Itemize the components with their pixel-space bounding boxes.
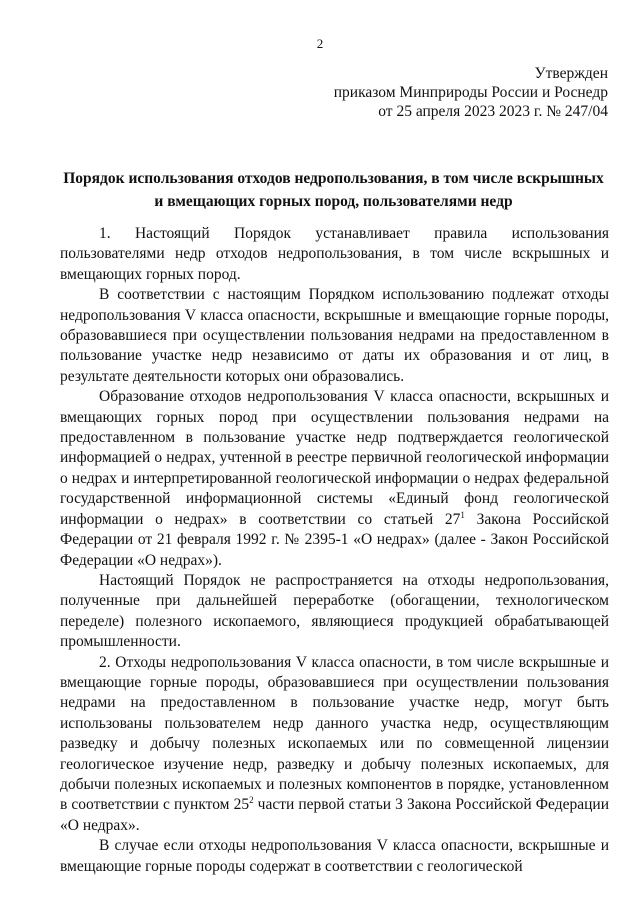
paragraph-5-text-start: 2. Отходы недропользования V класса опасности, в том числе вскрышные и вмещающие горные породы, образовавшиеся при осуществлении пользования недрами на предоставленном в пользование участке недр, могут быть использованы пользователем недр данного участка недр, осуществляющим разведку и добычу полезных ископаемых или по совмещенной лицензии геологическое изучение недр, разведку и добычу полезных ископаемых, для добычи полезных ископаемых и полезных компонентов в порядке, установленном в соответствии с пунктом 25: [60, 653, 609, 814]
paragraph-3-text-end: Закона Российской Федерации от 21 февраля 1992 г. № 2395-1 «О недрах» (далее - Закон Российской Федерации «О недрах»).: [60, 510, 609, 569]
paragraph-2: В соответствии с настоящим Порядком использованию подлежат отходы недропользования V класса опасности, вскрышные и вмещающие горные породы, образовавшиеся при осуществлении пользования недрами на предоставленном в пользование участке недр независимо от даты их образования и от лиц, в результате деятельности которых они образовались.: [60, 286, 609, 385]
paragraph-3-text-start: Образование отходов недропользования V класса опасности, вскрышных и вмещающих горных пород при осуществлении пользования недрами на предоставленном в пользование участке недр подтверждается геологической информацией о недрах, учтенной в реестре первичной геологической информации о недрах и интерпретированной геологической информации о недрах федеральной государственной информационной системы «Единый фонд геологической информации о недрах» в соответствии со статьей 27: [60, 388, 609, 528]
document-title: [60, 167, 607, 213]
paragraph-5-text-end: части первой статьи 3 Закона Российской Федерации «О недрах».: [60, 796, 610, 834]
approval-line-date: от 25 апреля 2023 2023 г. № 247/04: [378, 103, 608, 120]
article-superscript: 1: [460, 509, 465, 520]
page-number: 2: [316, 36, 324, 51]
approval-line-order: приказом Минприроды России и Роснедр: [333, 84, 608, 101]
document-body: [60, 224, 609, 877]
approval-block: [334, 64, 608, 121]
paragraph-1: 1. Настоящий Порядок устанавливает правила использования пользователями недр отходов недропользования, в том числе вскрышных и вмещающих горных пород.: [60, 225, 609, 283]
approval-line-approved: Утвержден: [534, 65, 608, 82]
paragraph-4: Настоящий Порядок не распространяется на отходы недропользования, полученные при дальнейшей переработке (обогащении, технологическом переделе) полезного ископаемого, являющиеся продукцией обрабатывающей промышленности.: [60, 571, 609, 651]
paragraph-6: В случае если отходы недропользования V класса опасности, вскрышные и вмещающие горные породы содержат в соответствии с геологической: [60, 837, 609, 875]
paragraph-5: [60, 653, 609, 837]
document-title-line-1: Порядок использования отходов недропользования, в том числе вскрышных: [63, 170, 604, 187]
paragraph-3: [60, 387, 609, 571]
point-superscript: 2: [249, 795, 254, 806]
document-title-line-2: и вмещающих горных пород, пользователями недр: [154, 193, 513, 210]
